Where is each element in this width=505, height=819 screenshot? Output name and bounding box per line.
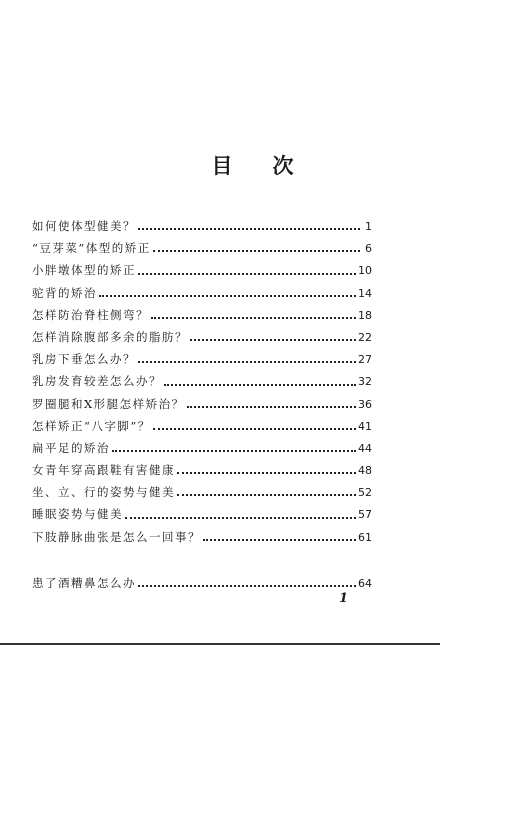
- bottom-rule: [0, 643, 440, 645]
- toc-entry-page: 36: [358, 397, 372, 411]
- toc-entry: [32, 415, 372, 437]
- toc-entry-title: 患了酒糟鼻怎么办: [32, 575, 136, 590]
- leader-dots: [138, 227, 360, 230]
- toc-entry-title: 驼背的矫治: [32, 285, 97, 300]
- leader-dots: [99, 294, 356, 297]
- toc-entry-page: 32: [358, 375, 372, 389]
- page-title: [0, 150, 505, 180]
- leader-dots: [138, 584, 356, 587]
- toc-entry-page: 61: [358, 530, 372, 544]
- leader-dots: [112, 449, 356, 452]
- toc-entry: [32, 215, 372, 237]
- toc-entry-title: 扁平足的矫治: [32, 440, 110, 455]
- toc-entry-page: 48: [358, 464, 372, 478]
- leader-dots: [153, 249, 360, 252]
- toc-entry-title: “豆芽菜”体型的矫正: [32, 241, 151, 256]
- toc-entry-page: 52: [358, 486, 372, 500]
- toc-entry: [32, 326, 372, 348]
- toc-entry: [32, 459, 372, 481]
- toc-entry-page: 27: [358, 353, 372, 367]
- toc-entry-title: 女青年穿高跟鞋有害健康: [32, 463, 175, 478]
- leader-dots: [177, 493, 356, 496]
- leader-dots: [138, 360, 356, 363]
- leader-dots: [151, 316, 356, 319]
- toc-entry-title: 睡眠姿势与健美: [32, 507, 123, 522]
- leader-dots: [138, 272, 356, 275]
- toc-entry: [32, 572, 372, 594]
- toc-entry: [32, 304, 372, 326]
- table-of-contents: [32, 215, 372, 594]
- toc-entry: [32, 370, 372, 392]
- toc-entry-page: 18: [358, 308, 372, 322]
- leader-dots: [203, 538, 356, 541]
- toc-entry-title: 罗圈腿和X形腿怎样矫治？: [32, 396, 185, 411]
- toc-entry-title: 怎样矫正“八字脚”？: [32, 418, 151, 433]
- toc-entry-title: 乳房发育较差怎么办？: [32, 374, 162, 389]
- toc-entry-title: 如何使体型健美？: [32, 219, 136, 233]
- toc-entry-title: 小胖墩体型的矫正: [32, 263, 136, 278]
- toc-entry-page: 44: [358, 441, 372, 455]
- toc-entry-title: 怎样防治脊柱侧弯？: [32, 307, 149, 322]
- toc-entry: [32, 526, 372, 548]
- toc-entry: [32, 437, 372, 459]
- toc-entry-page: 10: [358, 264, 372, 278]
- toc-entry-page: 1: [365, 220, 372, 233]
- leader-dots: [164, 383, 356, 386]
- leader-dots: [187, 405, 356, 408]
- toc-entry: [32, 259, 372, 281]
- leader-dots: [190, 338, 356, 341]
- leader-dots: [153, 427, 356, 430]
- leader-dots: [177, 471, 356, 474]
- title-char-2: 次: [272, 153, 294, 178]
- toc-entry-title: 坐、立、行的姿势与健美: [32, 485, 175, 500]
- toc-entry: [32, 282, 372, 304]
- leader-dots: [125, 516, 356, 519]
- toc-entry-page: 41: [358, 419, 372, 433]
- toc-entry: [32, 503, 372, 525]
- toc-entry-page: 22: [358, 330, 372, 344]
- toc-entry: [32, 481, 372, 503]
- toc-entry: [32, 237, 372, 259]
- title-char-1: 目: [211, 153, 233, 178]
- page-number: 1: [339, 591, 349, 606]
- toc-entry-title: 怎样消除腹部多余的脂肪？: [32, 329, 188, 344]
- toc-entry-page: 57: [358, 508, 372, 522]
- toc-entry-title: 下肢静脉曲张是怎么一回事？: [32, 529, 201, 544]
- toc-entry: [32, 393, 372, 415]
- toc-entry-page: 64: [358, 576, 372, 590]
- toc-entry-title: 乳房下垂怎么办？: [32, 352, 136, 367]
- toc-entry: [32, 348, 372, 370]
- toc-entry-page: 14: [358, 286, 372, 300]
- toc-entry-page: 6: [365, 242, 372, 256]
